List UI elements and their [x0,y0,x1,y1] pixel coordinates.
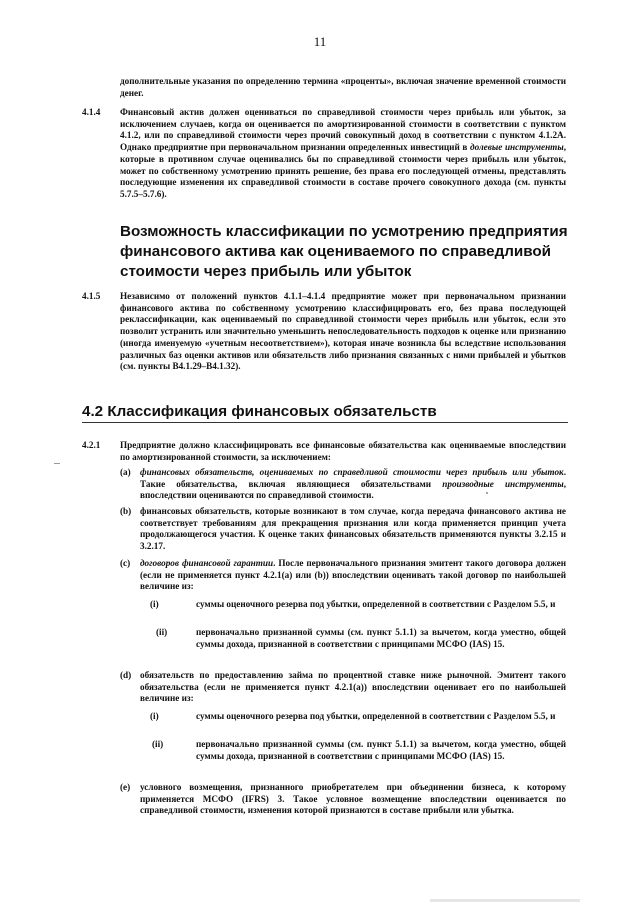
list-item-a-label: (a) [120,467,131,477]
list-item-c-body: . После первоначального признания эмитент такого договора должен (если не применяется пункт 4.2.1(a) или (b)) впоследствии оценивать такой договор по наибольшей величине из: [140,558,566,592]
term-equity-instruments: долевые инструменты [470,142,564,153]
paragraph-4-1-4-part-b: , которые в противном случае оценивались бы по справедливой стоимости через прибыль или убыток, может по собственному усмотрению принять решение, без права его последующей отмены, представлять последующие изменения их справедливой стоимости в составе прочего совокупного дохода (см. пункты 5.7.5–5.7.6). [120,142,566,199]
list-item-e-text: условного возмещения, признанного приобретателем при объединении бизнеса, к которому применяется МСФО (IFRS) 3. Такое условное возмещение впоследствии оценивается по справедливой стоимости, изменения которой признаются в составе прибыли или убытка. [140,782,566,816]
margin-mark [54,463,60,464]
list-item-c-label: (c) [120,558,131,568]
paragraph-4-2-1-text: Предприятие должно классифицировать все финансовые обязательства как оцениваемые впоследствии по амортизированной стоимости, за исключением: [120,440,566,462]
speck [486,492,488,494]
list-item-d-text: обязательств по предоставлению займа по процентной ставке ниже рыночной. Эмитент такого обязательства (если не применяется пункт 4.2.1(a)) впоследствии оценивает его по наибольшей величине из: [140,670,566,704]
paragraph-4-1-4-text [120,107,566,201]
list-item-c-ii-label: (ii) [156,627,168,637]
term-derivatives: производные инструменты [442,478,564,489]
list-item-d-i-text: суммы оценочного резерва под убытки, определенной в соответствии с Разделом 5.5, и [196,711,556,721]
list-item-d-ii-label: (ii) [152,739,164,749]
term-fvtpl-liabilities: финансовых обязательств, оцениваемых по справедливой стоимости через прибыль или убыток [140,467,564,477]
list-item-a-end: , впоследствии оцениваются по справедливой стоимости. [140,478,566,501]
list-item-d-i-label: (i) [150,711,159,721]
paragraph-4-1-4 [120,107,566,201]
list-item-e-label: (e) [120,782,131,792]
intro-continuation [120,76,566,99]
intro-continuation-text: дополнительные указания по определению термина «проценты», включая значение временной стоимости денег. [120,76,566,98]
paragraph-4-1-5-text: Независимо от положений пунктов 4.1.1–4.1.4 предприятие может при первоначальном признании финансового актива по собственному усмотрению классифицировать его, без права последующей реклассификации, как оцениваемый по справедливой стоимости через прибыль или убыток, если это позволит устранить или значительно уменьшить непоследовательность подходов к оценке или признанию (иногда именуемую «учетным несоответствием»), которая иначе возникла бы вследствие использования различных баз оценки активов или обязательств либо признания связанных с ними прибылей и убытков (см. пункты В4.1.29–В4.1.32). [120,291,566,372]
list-item-c-ii-text: первоначально признанной суммы (см. пункт 5.1.1) за вычетом, когда уместно, общей суммы дохода, признанной в соответствии с принципами МСФО (IAS) 15. [196,627,566,649]
paragraph-number-4-2-1: 4.2.1 [82,440,101,450]
list-item-c-i-text: суммы оценочного резерва под убытки, определенной в соответствии с Разделом 5.5, и [196,599,556,609]
section-heading-designation-option: Возможность классификации по усмотрению предприятия финансового актива как оцениваемого по справедливой стоимости через прибыль или убыток [120,223,568,280]
paragraph-number-4-1-5: 4.1.5 [82,291,101,301]
scan-artifact [430,899,580,902]
list-item-a-text [140,467,566,502]
term-financial-guarantee: договоров финансовой гарантии [140,558,274,568]
paragraph-number-4-1-4: 4.1.4 [82,107,101,117]
list-item-b-label: (b) [120,506,132,516]
paragraph-4-1-5 [120,291,566,373]
section-heading-4-2: 4.2 Классификация финансовых обязательств [82,402,568,423]
list-item-d-ii-text: первоначально признанной суммы (см. пункт 5.1.1) за вычетом, когда уместно, общей суммы дохода, признанной в соответствии с принципами МСФО (IAS) 15. [196,739,566,761]
list-item-b-text: финансовых обязательств, которые возникают в том случае, когда передача финансового актива не соответствует требованиям для прекращения признания или когда применяется принцип учета продолжающегося участия. К оценке таких финансовых обязательств применяются пункты 3.2.15 и 3.2.17. [140,506,566,552]
list-item-c-i-label: (i) [150,599,159,609]
list-item-c-text [140,558,566,593]
paragraph-4-1-4-part-a: Финансовый актив должен оцениваться по справедливой стоимости через прибыль или убыток, за исключением случаев, когда он оценивается по амортизированной стоимости в соответствии с пунктом 4.1.2, или по справедливой стоимости через прочий совокупный доход в соответствии с пунктом 4.1.2А. Однако предприятие при первоначальном признании определенных инвестиций в [120,107,566,153]
paragraph-4-2-1 [120,440,566,463]
list-item-d-label: (d) [120,670,132,680]
list-item-a-mid: . Такие обязательства, включая являющиеся обязательствами [140,467,566,489]
page-number: 11 [313,34,327,49]
